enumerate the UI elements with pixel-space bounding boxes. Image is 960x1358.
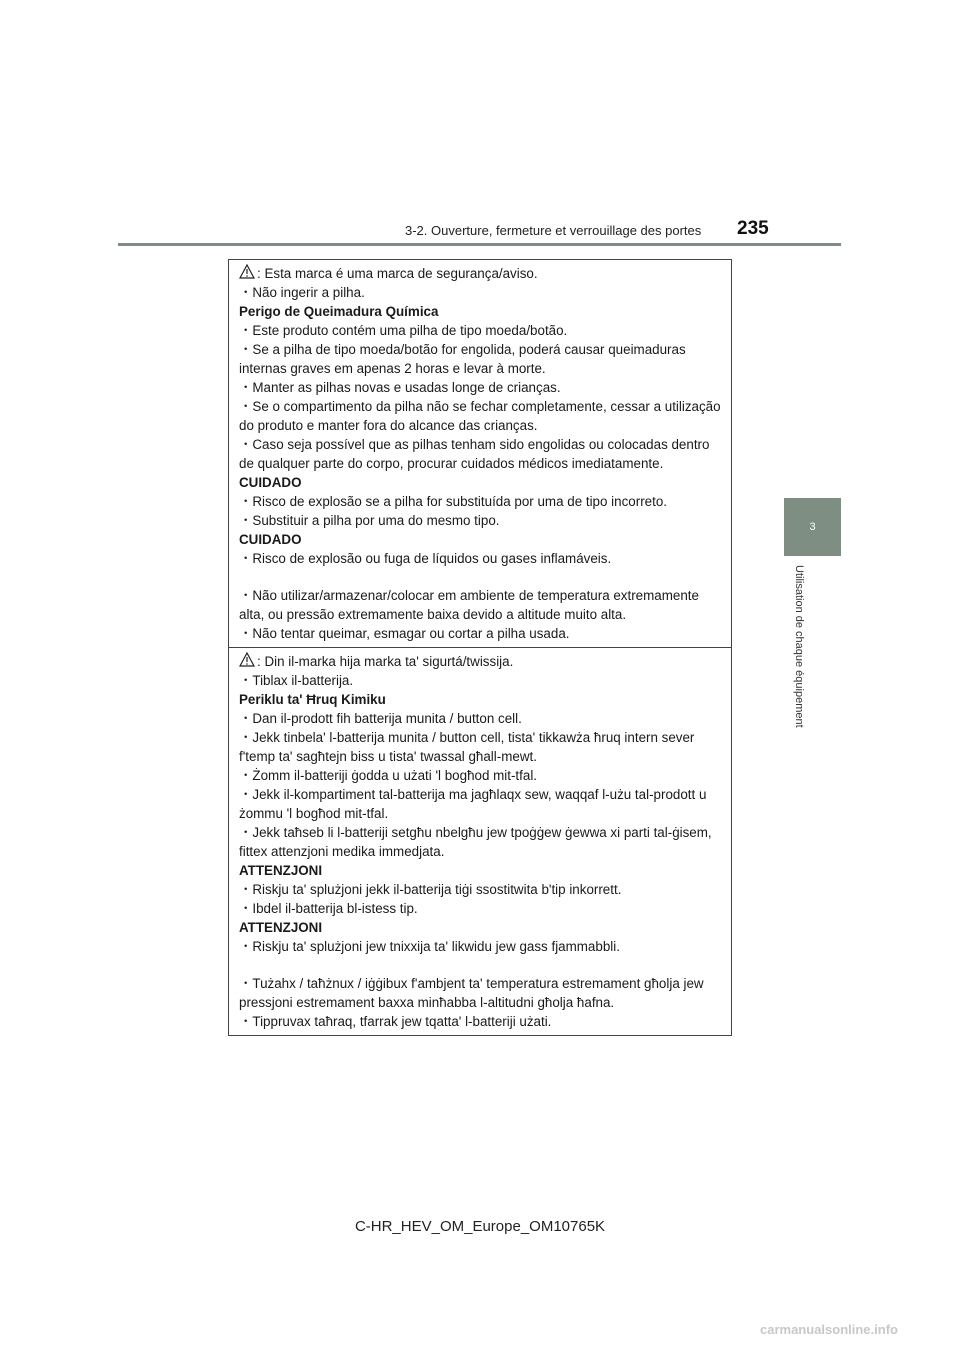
list-item: ・Este produto contém uma pilha de tipo moeda/botão. [239, 323, 568, 338]
list-item: ・Não tentar queimar, esmagar ou cortar a pilha usada. [239, 626, 570, 641]
warning-triangle-icon [239, 652, 255, 667]
portuguese-warning-block [229, 260, 731, 647]
warning-mark-text: : Esta marca é uma marca de segurança/aviso. [257, 266, 538, 281]
spacer [239, 956, 723, 974]
header-divider [118, 243, 841, 246]
warning-mark-text: : Din il-marka hija marka ta' sigurtá/twissija. [257, 654, 514, 669]
battery-warning-box [228, 259, 732, 1036]
caution-heading: ATTENZJONI [239, 920, 323, 935]
list-item: ・Se a pilha de tipo moeda/botão for engolida, poderá causar queimaduras internas graves em apenas 2 horas e levar à morte. [239, 342, 686, 376]
section-title: 3-2. Ouverture, fermeture et verrouillage des portes [405, 223, 702, 238]
list-item: ・Jekk taħseb li l-batteriji setgħu nbelgħu jew tpoġġew ġewwa xi parti tal-ġisem, fittex attenzjoni medika immedjata. [239, 825, 712, 859]
chapter-number: 3 [809, 521, 816, 533]
spacer [239, 568, 723, 586]
page-number: 235 [737, 218, 769, 239]
chapter-tab [784, 498, 841, 556]
list-item: ・Ibdel il-batterija bl-istess tip. [239, 901, 418, 916]
list-item: ・Risco de explosão ou fuga de líquidos ou gases inflamáveis. [239, 551, 612, 566]
warning-triangle-icon [239, 264, 255, 279]
list-item: ・Caso seja possível que as pilhas tenham sido engolidas ou colocadas dentro de qualquer parte do corpo, procurar cuidados médicos imediatamente. [239, 437, 710, 471]
warning-mark-line [239, 652, 723, 671]
list-item: ・Substituir a pilha por uma do mesmo tipo. [239, 513, 500, 528]
subheading: Periklu ta' Ħruq Kimiku [239, 692, 386, 707]
list-item: ・Se o compartimento da pilha não se fechar completamente, cessar a utilização do produto e manter fora do alcance das crianças. [239, 399, 721, 433]
list-item: ・Tużahx / taħżnux / iġġibux f'ambjent ta' temperatura estremament għolja jew pressjoni estremament baxxa minħabba l-altitudni għolja ħafna. [239, 976, 704, 1010]
list-item: ・Dan il-prodott fih batterija munita / button cell. [239, 711, 522, 726]
list-item: ・Jekk il-kompartiment tal-batterija ma jagħlaqx sew, waqqaf l-użu tal-prodott u żommu 'l bogħod mit-tfal. [239, 787, 707, 821]
list-item: ・Não utilizar/armazenar/colocar em ambiente de temperatura extremamente alta, ou pressão extremamente baixa devido a altitude muito alta. [239, 588, 699, 622]
caution-heading: ATTENZJONI [239, 863, 323, 878]
maltese-warning-block [229, 647, 731, 1035]
list-item: ・Manter as pilhas novas e usadas longe de crianças. [239, 380, 561, 395]
document-code: C-HR_HEV_OM_Europe_OM10765K [354, 1218, 606, 1235]
caution-heading: CUIDADO [239, 532, 302, 547]
list-item: ・Riskju ta' splużjoni jekk il-batterija tiġi ssostitwita b'tip inkorrett. [239, 882, 622, 897]
list-item: ・Tiblax il-batterija. [239, 673, 354, 688]
list-item: ・Não ingerir a pilha. [239, 285, 365, 300]
list-item: ・Risco de explosão se a pilha for substituída por uma de tipo incorreto. [239, 494, 667, 509]
caution-heading: CUIDADO [239, 475, 302, 490]
list-item: ・Jekk tinbela' l-batterija munita / button cell, tista' tikkawża ħruq intern sever f'temp ta' sagħtejn biss u tista' twassal għall-mewt. [239, 730, 695, 764]
list-item: ・Żomm il-batteriji ġodda u użati 'l bogħod mit-tfal. [239, 768, 538, 783]
warning-mark-line [239, 264, 723, 283]
watermark: carmanualsonline.info [760, 1322, 898, 1337]
list-item: ・Tippruvax taħraq, tfarrak jew tqatta' l-batteriji użati. [239, 1014, 552, 1029]
chapter-label: Utilisation de chaque équipement [793, 565, 805, 728]
subheading: Perigo de Queimadura Química [239, 304, 439, 319]
list-item: ・Riskju ta' splużjoni jew tnixxija ta' likwidu jew gass fjammabbli. [239, 939, 620, 954]
